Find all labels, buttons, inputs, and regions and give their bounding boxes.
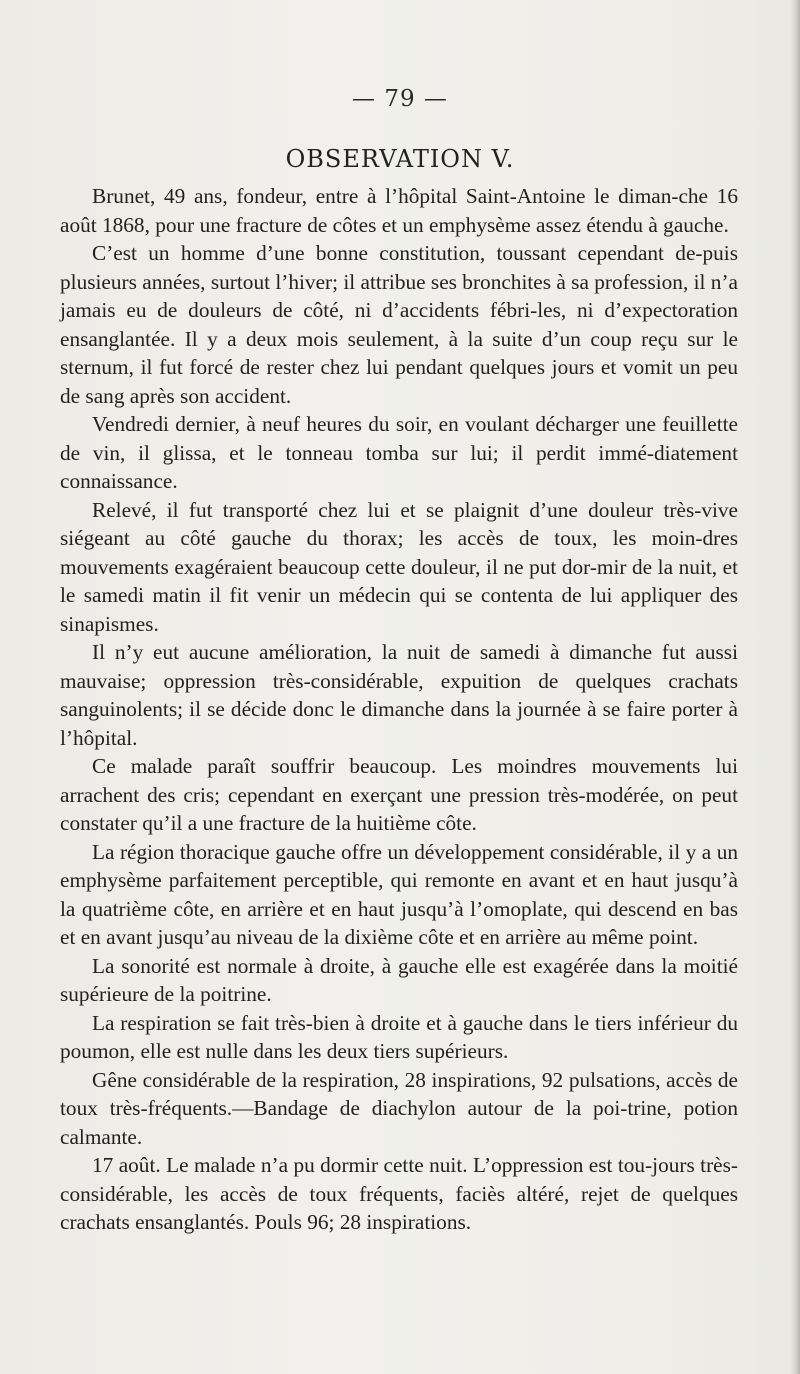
paragraph-treatment: Gêne considérable de la respiration, 28 inspirations, 92 pulsations, accès de toux très-fréquents.—Bandage de diachylon autour de la poi-trine, potion calmante.	[60, 1067, 738, 1149]
paragraph-respiration: La respiration se fait très-bien à droite et à gauche dans le tiers inférieur du poumon, elle est nulle dans les deux tiers supérieurs.	[60, 1010, 738, 1063]
paragraph-admission: Brunet, 49 ans, fondeur, entre à l’hôpital Saint-Antoine le diman-che 16 août 1868, pour une fracture de côtes et un emphysème assez étendu à gauche.	[60, 184, 738, 237]
paragraph-night: Il n’y eut aucune amélioration, la nuit de samedi à dimanche fut aussi mauvaise; oppression très-considérable, expuition de quelques crachats sanguinolents; il se décide donc le dimanche dans la journée à se faire porter à l’hôpital.	[60, 640, 738, 750]
page-edge-shadow	[790, 0, 800, 1374]
paragraph-transport: Relevé, il fut transporté chez lui et se plaignit d’une douleur très-vive siégeant au côté gauche du thorax; les accès de toux, les moin-dres mouvements exagéraient beaucoup cette douleur, il ne put dor-mir de la nuit, et le samedi matin il fit venir un médecin qui se contenta de lui appliquer des sinapismes.	[60, 497, 738, 636]
observation-title: OBSERVATION V.	[285, 145, 515, 173]
paragraph-accident: Vendredi dernier, à neuf heures du soir, en voulant décharger une feuillette de vin, il glissa, et le tonneau tomba sur lui; il perdit immé-diatement connaissance.	[60, 412, 738, 493]
paragraph-emphysema: La région thoracique gauche offre un développement considérable, il y a un emphysème parfaitement perceptible, qui remonte en avant et en haut jusqu’à la quatrième côte, en arrière et en haut jusqu’à l’omoplate, qui descend en bas et en avant jusqu’au niveau de la dixième côte et en arrière au même point.	[60, 839, 738, 949]
page-number: — 79 —	[352, 86, 448, 112]
observation-body	[60, 182, 738, 1237]
paragraph-sonority: La sonorité est normale à droite, à gauche elle est exagérée dans la moitié supérieure de la poitrine.	[60, 953, 738, 1006]
paragraph-history: C’est un homme d’une bonne constitution, toussant cependant de-puis plusieurs années, surtout l’hiver; il attribue ses bronchites à sa profession, il n’a jamais eu de douleurs de côté, ni d’accidents fébri-les, ni d’expectoration ensanglantée. Il y a deux mois seulement, à la suite d’un coup reçu sur le sternum, il fut forcé de rester chez lui pendant quelques jours et vomit un peu de sang après son accident.	[60, 241, 738, 408]
paragraph-august-17: 17 août. Le malade n’a pu dormir cette nuit. L’oppression est tou-jours très-considérable, les accès de toux fréquents, faciès altéré, rejet de quelques crachats ensanglantés. Pouls 96; 28 inspirations.	[60, 1153, 738, 1234]
paragraph-exam: Ce malade paraît souffrir beaucoup. Les moindres mouvements lui arrachent des cris; cependant en exerçant une pression très-modérée, on peut constater qu’il a une fracture de la huitième côte.	[60, 754, 738, 835]
